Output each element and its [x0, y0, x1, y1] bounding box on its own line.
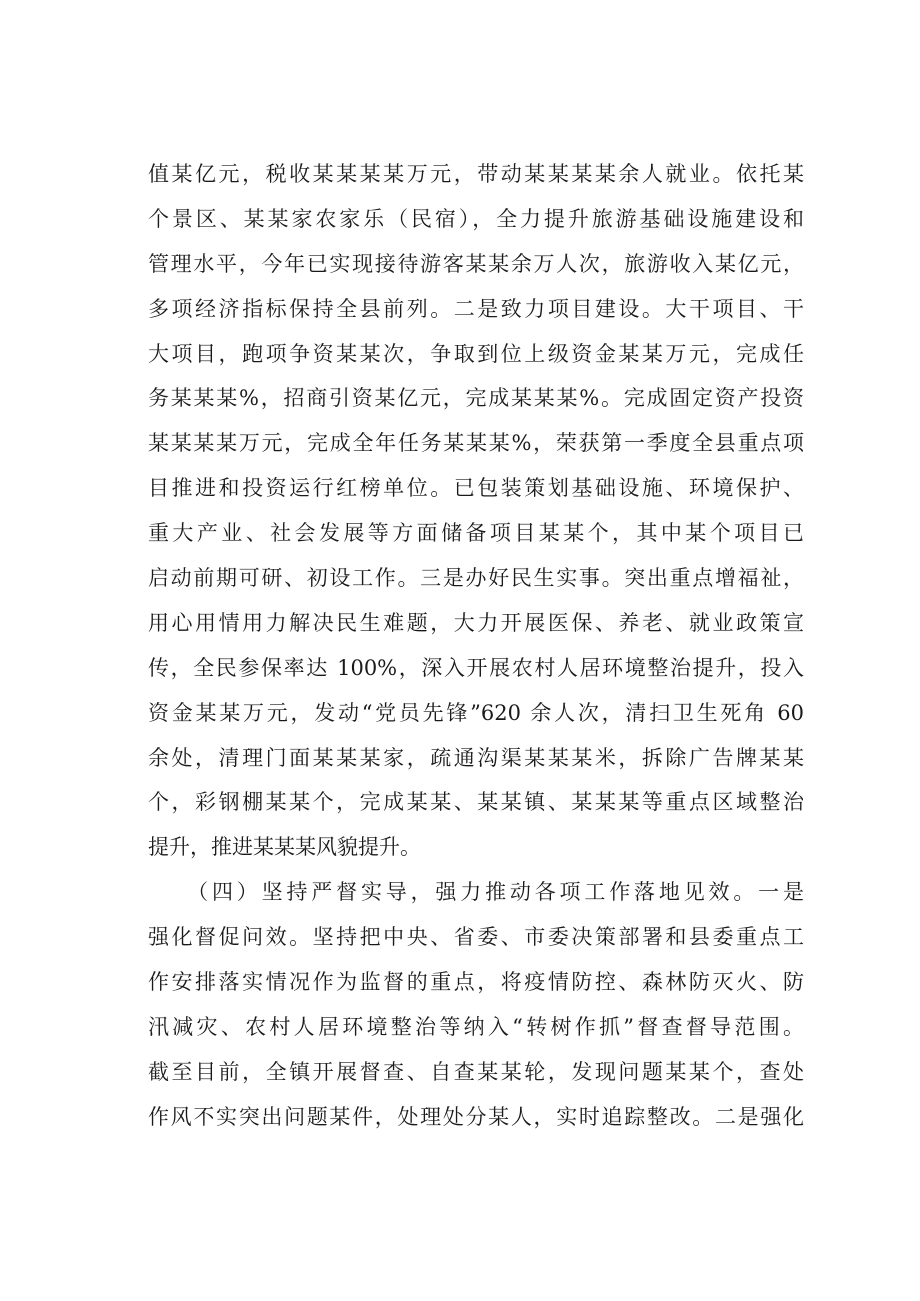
text-line: 个，彩钢棚某某个，完成某某、某某镇、某某某等重点区域整治	[148, 790, 804, 815]
text-line: 务某某某%，招商引资某亿元，完成某某某%。完成固定资产投资	[148, 386, 804, 411]
paragraph-1	[148, 152, 804, 870]
text-line: 截至目前，全镇开展督查、自查某某轮，发现问题某某个，查处	[148, 1059, 804, 1084]
text-line: 余处，清理门面某某某家，疏通沟渠某某某米，拆除广告牌某某	[148, 745, 804, 770]
document-body	[148, 152, 804, 1140]
text-line: 作安排落实情况作为监督的重点，将疫情防控、森林防灭火、防	[148, 970, 804, 995]
text-line: 作风不实突出问题某件，处理处分某人，实时追踪整改。二是强化	[148, 1104, 804, 1129]
text-line: 强化督促问效。坚持把中央、省委、市委决策部署和县委重点工	[148, 925, 804, 950]
text-line: 值某亿元，税收某某某某万元，带动某某某某余人就业。依托某	[148, 162, 804, 186]
text-line: （四）坚持严督实导，强力推动各项工作落地见效。一是	[148, 880, 804, 905]
text-line: 重大产业、社会发展等方面储备项目某某个，其中某个项目已	[148, 521, 804, 546]
text-line: 汛减灾、农村人居环境整治等纳入“转树作抓”督查督导范围。	[148, 1014, 804, 1039]
text-line: 大项目，跑项争资某某次，争取到位上级资金某某万元，完成任	[148, 341, 804, 366]
text-line: 传，全民参保率达 100%，深入开展农村人居环境整治提升，投入	[148, 655, 804, 680]
text-line: 多项经济指标保持全县前列。二是致力项目建设。大干项目、干	[148, 296, 804, 321]
text-line: 用心用情用力解决民生难题，大力开展医保、养老、就业政策宣	[148, 610, 804, 635]
text-line: 提升，推进某某某风貌提升。	[148, 835, 421, 860]
paragraph-2	[148, 870, 804, 1139]
text-line: 某某某某万元，完成全年任务某某某%，荣获第一季度全县重点项	[148, 431, 804, 456]
text-line: 个景区、某某家农家乐（民宿），全力提升旅游基础设施建设和	[148, 206, 804, 231]
text-line: 管理水平，今年已实现接待游客某某余万人次，旅游收入某亿元，	[148, 251, 804, 276]
text-line: 启动前期可研、初设工作。三是办好民生实事。突出重点增福祉，	[148, 566, 804, 591]
text-line: 目推进和投资运行红榜单位。已包装策划基础设施、环境保护、	[148, 476, 804, 501]
text-line: 资金某某万元，发动“党员先锋”620 余人次，清扫卫生死角 60	[148, 700, 804, 725]
